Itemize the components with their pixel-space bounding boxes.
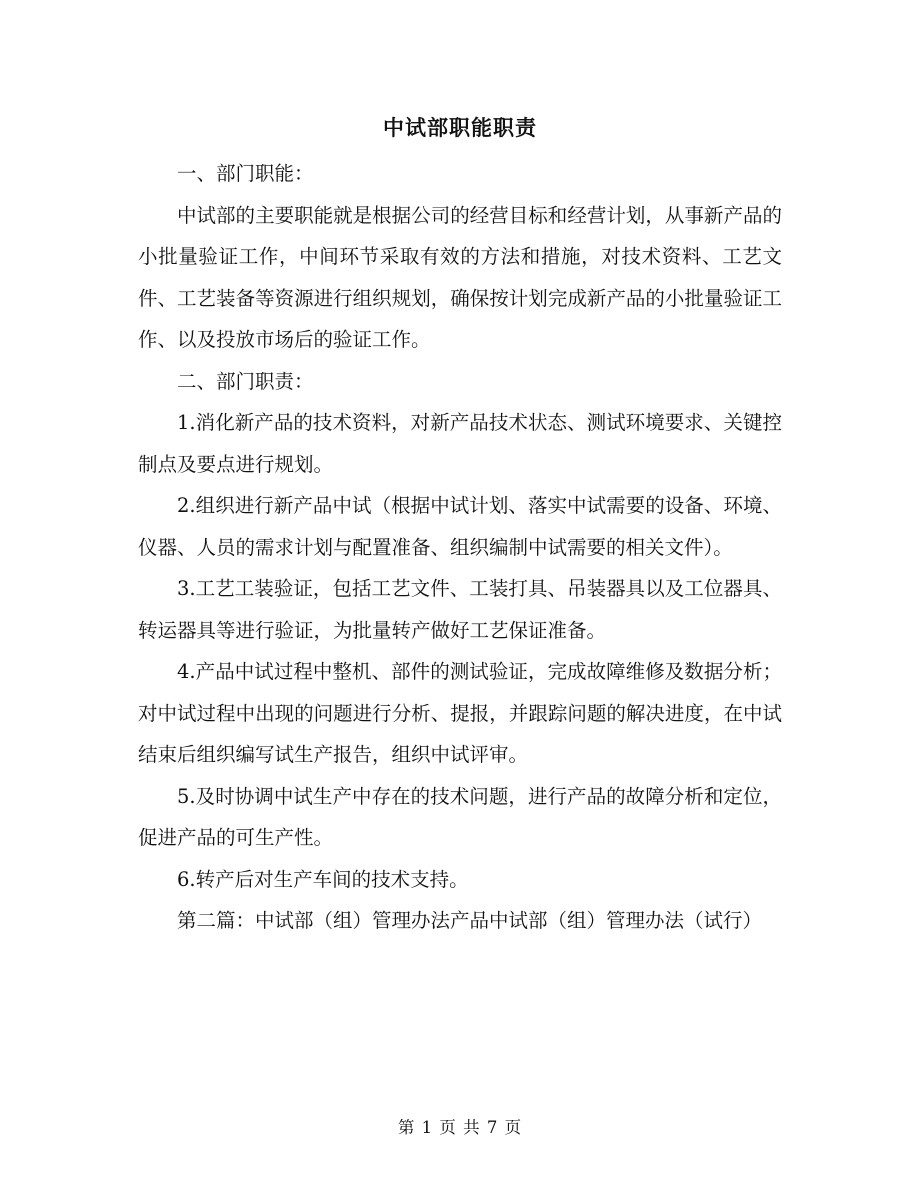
duty-item-6: 6.转产后对生产车间的技术支持。 — [177, 867, 469, 891]
duty-item-3: 3.工艺工装验证，包括工艺文件、工装打具、吊装器具以及工位器具、转运器具等进行验证，为批量转产做好工艺保证准备。 — [138, 577, 782, 642]
paragraph-functions: 中试部的主要职能就是根据公司的经营目标和经营计划，从事新产品的小批量验证工作，中间环节采取有效的方法和措施，对技术资料、工艺文件、工艺装备等资源进行组织规划，确保按计划完成新产品的小批量验证工作、以及投放市场后的验证工作。 — [138, 203, 782, 351]
next-section-heading: 第二篇：中试部（组）管理办法产品中试部（组）管理办法（试行） — [177, 909, 763, 932]
section-heading-duties: 二、部门职责： — [177, 369, 314, 393]
duty-item-4: 4.产品中试过程中整机、部件的测试验证，完成故障维修及数据分析；对中试过程中出现的问题进行分析、提报，并跟踪问题的解决进度，在中试结束后组织编写试生产报告，组织中试评审。 — [138, 660, 782, 766]
page-title: 中试部职能职责 — [383, 115, 537, 140]
duty-item-1: 1.消化新产品的技术资料，对新产品技术状态、测试环境要求、关键控制点及要点进行规划。 — [138, 411, 782, 476]
document-body — [138, 153, 782, 942]
page-footer: 第 1 页 共 7 页 — [397, 1118, 523, 1137]
duty-item-2: 2.组织进行新产品中试（根据中试计划、落实中试需要的设备、环境、仪器、人员的需求计划与配置准备、组织编制中试需要的相关文件）。 — [138, 494, 782, 559]
section-heading-functions: 一、部门职能： — [177, 162, 314, 185]
duty-item-5: 5.及时协调中试生产中存在的技术问题，进行产品的故障分析和定位，促进产品的可生产性。 — [138, 784, 782, 849]
